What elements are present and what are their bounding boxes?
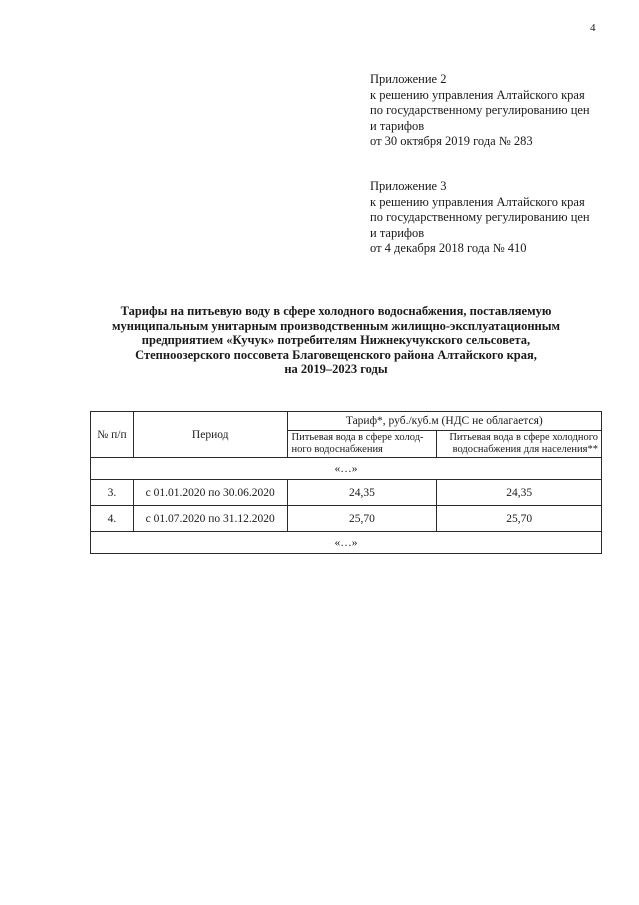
annex-3-label: Приложение 3 (370, 179, 447, 193)
table-header-row (91, 412, 602, 431)
title-line: на 2019–2023 годы (284, 362, 388, 376)
annex-3-line: по государственному регулированию цен (370, 210, 590, 224)
header-drinking-water (287, 431, 437, 458)
annex-3-line: и тарифов (370, 225, 425, 240)
row-period: с 01.01.2020 по 30.06.2020 (133, 480, 287, 506)
ellipsis-cell: «…» (91, 458, 602, 480)
row-tariff-a: 24,35 (287, 480, 437, 506)
annex-2-line: по государственному регулированию цен (370, 103, 590, 117)
page-number: 4 (590, 22, 596, 34)
ellipsis-cell: «…» (91, 532, 602, 554)
header-drinking-water-line: ного водоснабжения (291, 444, 383, 455)
header-drinking-water-population (437, 431, 602, 458)
annex-3-block (370, 179, 620, 257)
annex-2-line: и тарифов (370, 118, 425, 133)
annex-2-block (370, 72, 620, 150)
header-population-line: водоснабжения для населения** (452, 444, 598, 455)
row-tariff-a: 25,70 (287, 506, 437, 532)
annex-2-date: от 30 октября 2019 года № 283 (370, 134, 533, 148)
header-population-line: Питьевая вода в сфере холодного (449, 432, 598, 443)
title-line: Степноозерского поссовета Благовещенского района Алтайского края, (135, 347, 537, 362)
title-line: предприятием «Кучук» потребителям Нижнекучукского сельсовета, (141, 333, 531, 347)
table-row-ellipsis (91, 532, 602, 554)
row-number: 4. (91, 506, 134, 532)
table-row-ellipsis (91, 458, 602, 480)
tariff-table (90, 411, 602, 554)
header-tariff: Тариф*, руб./куб.м (НДС не облагается) (287, 412, 601, 431)
header-period: Период (133, 412, 287, 458)
annex-3-date: от 4 декабря 2018 года № 410 (370, 241, 527, 255)
header-number: № п/п (91, 412, 134, 458)
title-line: муниципальным унитарным производственным жилищно-эксплуатационным (112, 318, 560, 333)
row-tariff-b: 24,35 (437, 480, 602, 506)
table-row (91, 506, 602, 532)
header-drinking-water-line: Питьевая вода в сфере холод- (291, 432, 424, 443)
annex-3-line: к решению управления Алтайского края (370, 194, 585, 209)
row-number: 3. (91, 480, 134, 506)
annex-2-line: к решению управления Алтайского края (370, 87, 585, 102)
document-title (86, 304, 586, 377)
row-tariff-b: 25,70 (437, 506, 602, 532)
row-period: с 01.07.2020 по 31.12.2020 (133, 506, 287, 532)
title-line: Тарифы на питьевую воду в сфере холодного водоснабжения, поставляемую (120, 304, 552, 318)
annex-2-label: Приложение 2 (370, 72, 447, 86)
table-row (91, 480, 602, 506)
